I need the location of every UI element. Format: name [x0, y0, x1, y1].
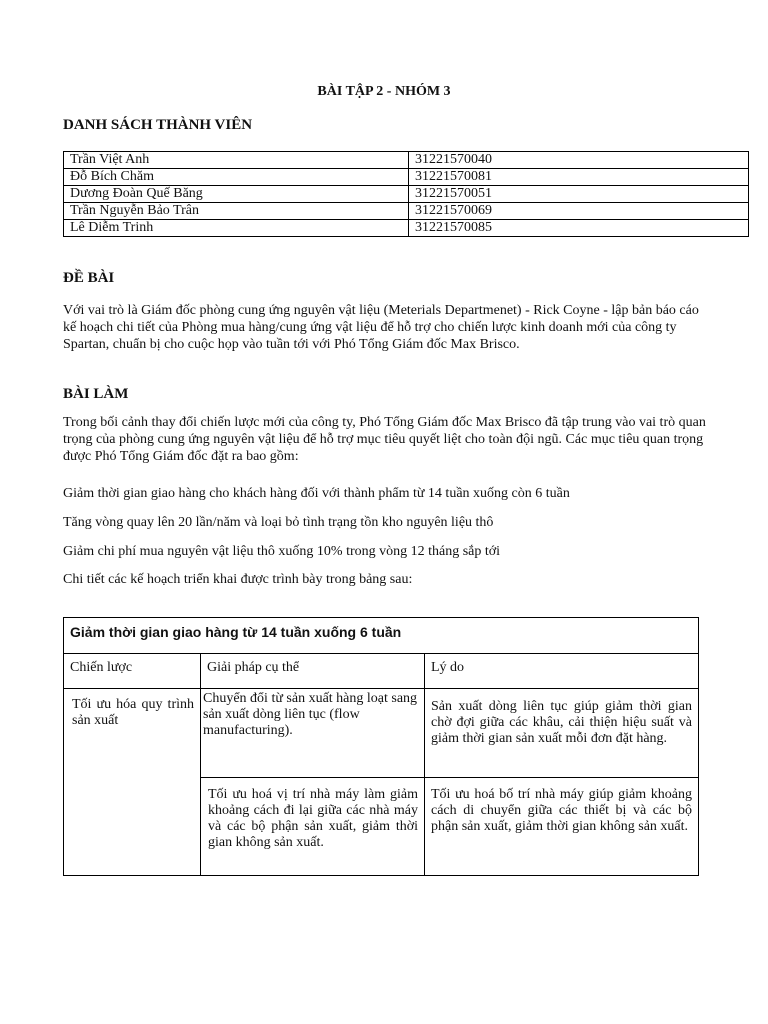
table-intro: Chi tiết các kế hoạch triển khai được trình bày trong bảng sau:: [63, 572, 413, 587]
member-name: Lê Diễm Trinh: [64, 220, 409, 237]
table-header-row: [64, 654, 699, 689]
member-id: 31221570051: [409, 186, 749, 203]
column-header: Lý do: [425, 654, 699, 689]
solution-cell: Tối ưu hoá vị trí nhà máy làm giảm khoảng cách đi lại giữa các nhà máy và các bộ phận sản xuất, giảm thời gian không sản xuất.: [201, 778, 425, 876]
solution-cell: Chuyển đổi từ sản xuất hàng loạt sang sản xuất dòng liên tục (flow manufacturing).: [201, 689, 425, 778]
member-id: 31221570040: [409, 152, 749, 169]
goal-item: Giảm thời gian giao hàng cho khách hàng đối với thành phẩm từ 14 tuần xuống còn 6 tuần: [63, 486, 570, 501]
member-name: Trần Nguyễn Bảo Trân: [64, 203, 409, 220]
solution-heading: BÀI LÀM: [63, 386, 129, 402]
member-id: 31221570085: [409, 220, 749, 237]
column-header: Chiến lược: [64, 654, 201, 689]
table-row: [64, 152, 749, 169]
assignment-text: Với vai trò là Giám đốc phòng cung ứng nguyên vật liệu (Meterials Departmenet) - Rick Coyne - lập bản báo cáo kế hoạch chi tiết của Phòng mua hàng/cung ứng vật liệu để hỗ trợ cho chiến lược kinh doanh mới của công ty Spartan, chuẩn bị cho cuộc họp vào tuần tới với Phó Tổng Giám đốc Max Brisco.: [63, 303, 699, 352]
table-row: [64, 220, 749, 237]
table-row: [64, 689, 699, 778]
member-name: Trần Việt Anh: [64, 152, 409, 169]
column-header: Giải pháp cụ thể: [201, 654, 425, 689]
members-heading: DANH SÁCH THÀNH VIÊN: [63, 117, 253, 133]
assignment-heading: ĐỀ BÀI: [63, 270, 115, 286]
table-row: [64, 186, 749, 203]
table-row: [64, 169, 749, 186]
goal-item: Giảm chi phí mua nguyên vật liệu thô xuống 10% trong vòng 12 tháng sắp tới: [63, 544, 501, 559]
reason-cell: Sản xuất dòng liên tục giúp giảm thời gian chờ đợi giữa các khâu, cải thiện hiệu suất và giảm thời gian sản xuất mỗi đơn đặt hàng.: [425, 689, 699, 778]
reason-cell: Tối ưu hoá bố trí nhà máy giúp giảm khoảng cách di chuyển giữa các thiết bị và các bộ phận sản xuất, giảm thời gian không sản xuất.: [425, 778, 699, 876]
goal-item: Tăng vòng quay lên 20 lần/năm và loại bỏ tình trạng tồn kho nguyên liệu thô: [63, 515, 494, 530]
member-id: 31221570081: [409, 169, 749, 186]
plan-table-title: Giảm thời gian giao hàng từ 14 tuần xuống 6 tuần: [64, 618, 699, 654]
table-row: [64, 203, 749, 220]
members-table: [63, 151, 749, 237]
member-id: 31221570069: [409, 203, 749, 220]
intro-paragraph: Trong bối cảnh thay đổi chiến lược mới của công ty, Phó Tổng Giám đốc Max Brisco đã tập trung vào vai trò quan trọng của phòng cung ứng nguyên vật liệu để hỗ trợ mục tiêu quyết liệt cho toàn đội ngũ. Các mục tiêu quan trọng được Phó Tổng Giám đốc đặt ra bao gồm:: [63, 415, 706, 464]
table-title-row: [64, 618, 699, 654]
document-title: BÀI TẬP 2 - NHÓM 3: [317, 84, 451, 99]
plan-table: [63, 617, 699, 876]
member-name: Dương Đoàn Quế Băng: [64, 186, 409, 203]
strategy-cell: Tối ưu hóa quy trình sản xuất: [64, 689, 201, 876]
member-name: Đỗ Bích Chăm: [64, 169, 409, 186]
